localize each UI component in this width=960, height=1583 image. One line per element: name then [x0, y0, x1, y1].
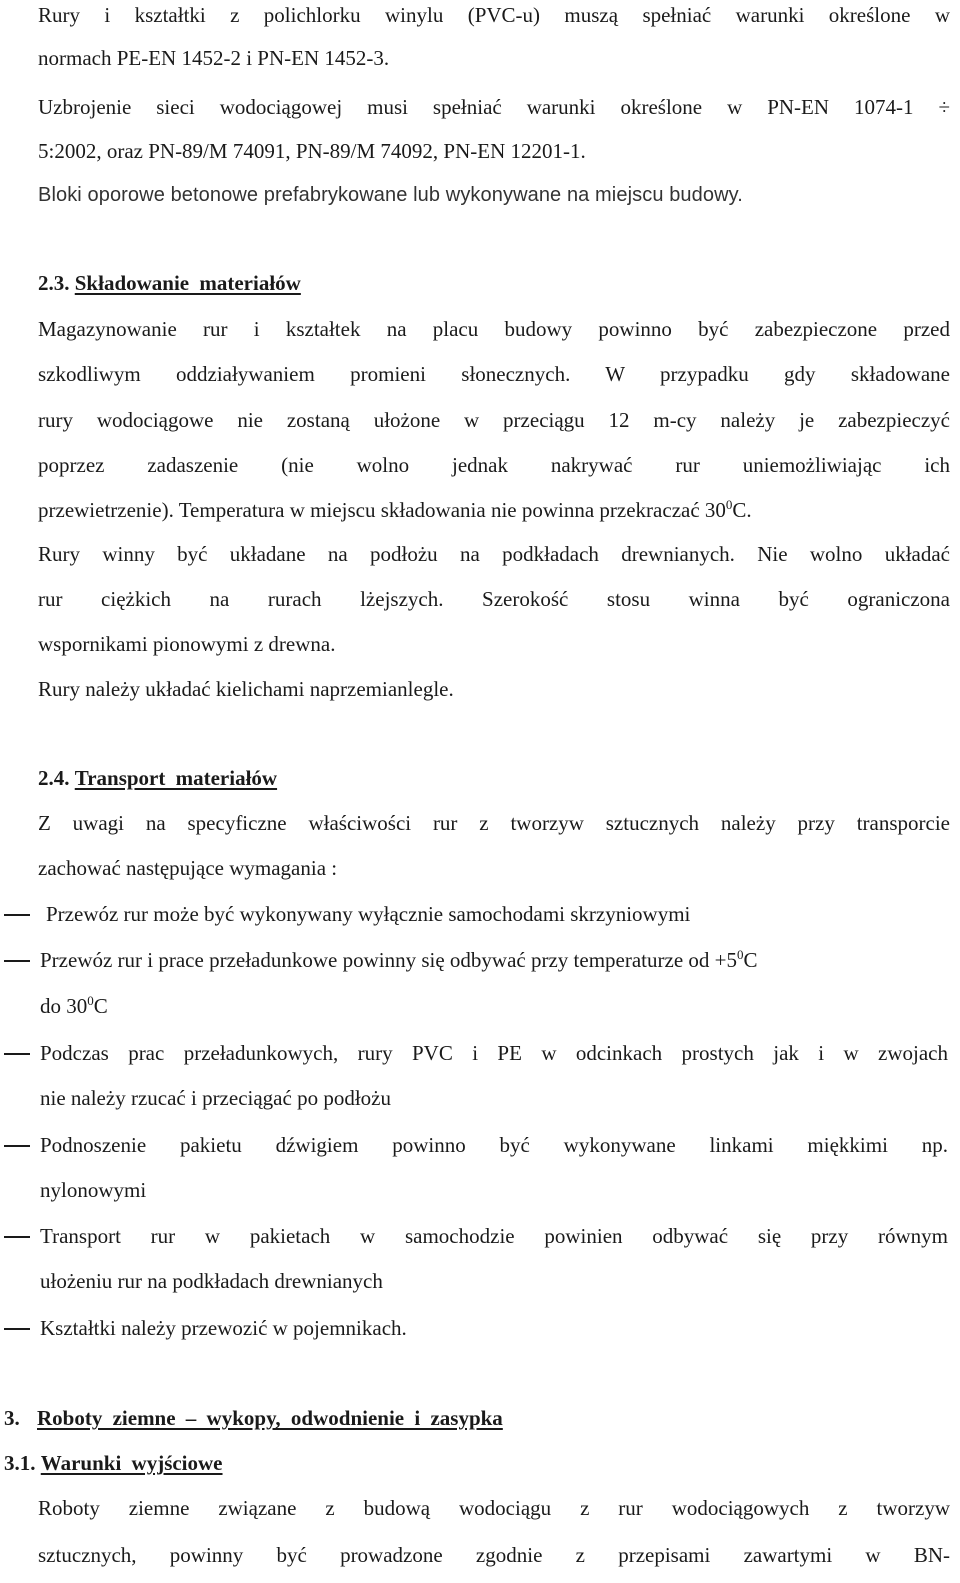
- section-number: 2.3.: [38, 271, 70, 295]
- section-heading-3-1: [4, 1448, 916, 1478]
- bullet-text: Podczas prac przeładunkowych, rury PVC i PE w odcinkach prostych jak i w zwojach: [40, 1041, 948, 1065]
- temp-unit: C: [743, 948, 758, 972]
- dash-bullet-icon: [4, 1236, 30, 1238]
- bullet-text: [40, 945, 952, 975]
- body-text-line: Bloki oporowe betonowe prefabrykowane lub wykonywane na miejscu budowy.: [38, 184, 743, 206]
- body-text-line: sztucznych, powinny być prowadzone zgodnie z przepisami zawartymi w BN-: [38, 1543, 950, 1567]
- superscript: 0: [737, 947, 744, 962]
- body-text-line: rur ciężkich na rurach lżejszych. Szerokość stosu winna być ograniczona: [38, 587, 950, 611]
- body-text-line: Uzbrojenie sieci wodociągowej musi spełniać warunki określone w PN-EN 1074-1 ÷: [38, 95, 950, 119]
- body-text-line: Rury winny być układane na podłożu na podkładach drewnianych. Nie wolno układać: [38, 542, 950, 566]
- body-text-line: Magazynowanie rur i kształtek na placu budowy powinno być zabezpieczone przed: [38, 317, 950, 341]
- section-title: Warunki wyjściowe: [40, 1451, 223, 1475]
- dash-bullet-icon: [4, 960, 30, 962]
- section-number: 3.1.: [4, 1451, 36, 1475]
- body-text-line: Z uwagi na specyficzne właściwości rur z tworzyw sztucznych należy przy transporcie: [38, 811, 950, 835]
- dash-bullet-icon: [4, 914, 30, 916]
- section-heading-3: [4, 1403, 916, 1433]
- body-text-line: [38, 495, 950, 525]
- body-text-line: szkodliwym oddziaływaniem promieni słonecznych. W przypadku gdy składowane: [38, 362, 950, 386]
- bullet-continuation: nie należy rzucać i przeciągać po podłożu: [40, 1086, 391, 1110]
- bullet-continuation: nylonowymi: [40, 1178, 147, 1202]
- section-heading-2-3: [38, 268, 950, 298]
- bullet-text-part: Przewóz rur i prace przeładunkowe powinny się odbywać przy temperaturze od +5: [40, 948, 737, 972]
- body-text-line: normach PE-EN 1452-2 i PN-EN 1452-3.: [38, 46, 390, 70]
- bullet-text: Kształtki należy przewozić w pojemnikach.: [40, 1316, 407, 1340]
- bullet-text: Podnoszenie pakietu dźwigiem powinno być wykonywane linkami miękkimi np.: [40, 1133, 948, 1157]
- bullet-text-part: do 30: [40, 994, 88, 1018]
- section-title: Roboty ziemne – wykopy, odwodnienie i zasypka: [37, 1406, 503, 1430]
- body-text-line: Rury i kształtki z polichlorku winylu (PVC-u) muszą spełniać warunki określone w: [38, 3, 950, 27]
- body-text-line: 5:2002, oraz PN-89/M 74091, PN-89/M 74092, PN-EN 12201-1.: [38, 139, 586, 163]
- body-text-line: Rury należy układać kielichami naprzemianlegle.: [38, 677, 454, 701]
- body-text-line: wspornikami pionowymi z drewna.: [38, 632, 336, 656]
- section-heading-2-4: [38, 763, 950, 793]
- temp-unit: C: [93, 994, 108, 1018]
- body-text-line: rury wodociągowe nie zostaną ułożone w przeciągu 12 m-cy należy je zabezpieczyć: [38, 408, 950, 432]
- section-number: 3.: [4, 1406, 20, 1430]
- dash-bullet-icon: [4, 1328, 30, 1330]
- bullet-continuation: ułożeniu rur na podkładach drewnianych: [40, 1269, 383, 1293]
- bullet-text: Transport rur w pakietach w samochodzie powinien odbywać się przy równym: [40, 1224, 948, 1248]
- temp-unit: C.: [732, 498, 752, 522]
- section-title: Składowanie materiałów: [74, 271, 301, 295]
- section-number: 2.4.: [38, 766, 70, 790]
- temp-text: przewietrzenie). Temperatura w miejscu składowania nie powinna przekraczać 30: [38, 498, 726, 522]
- superscript: 0: [87, 993, 94, 1008]
- dash-bullet-icon: [4, 1053, 30, 1055]
- bullet-continuation: [40, 991, 952, 1021]
- bullet-text: Przewóz rur może być wykonywany wyłącznie samochodami skrzyniowymi: [46, 902, 691, 926]
- body-text-line: Roboty ziemne związane z budową wodociągu z rur wodociągowych z tworzyw: [38, 1496, 950, 1520]
- body-text-line: zachować następujące wymagania :: [38, 856, 338, 880]
- superscript: 0: [725, 497, 733, 512]
- dash-bullet-icon: [4, 1145, 30, 1147]
- body-text-line: poprzez zadaszenie (nie wolno jednak nakrywać rur uniemożliwiając ich: [38, 453, 950, 477]
- section-title: Transport materiałów: [74, 766, 278, 790]
